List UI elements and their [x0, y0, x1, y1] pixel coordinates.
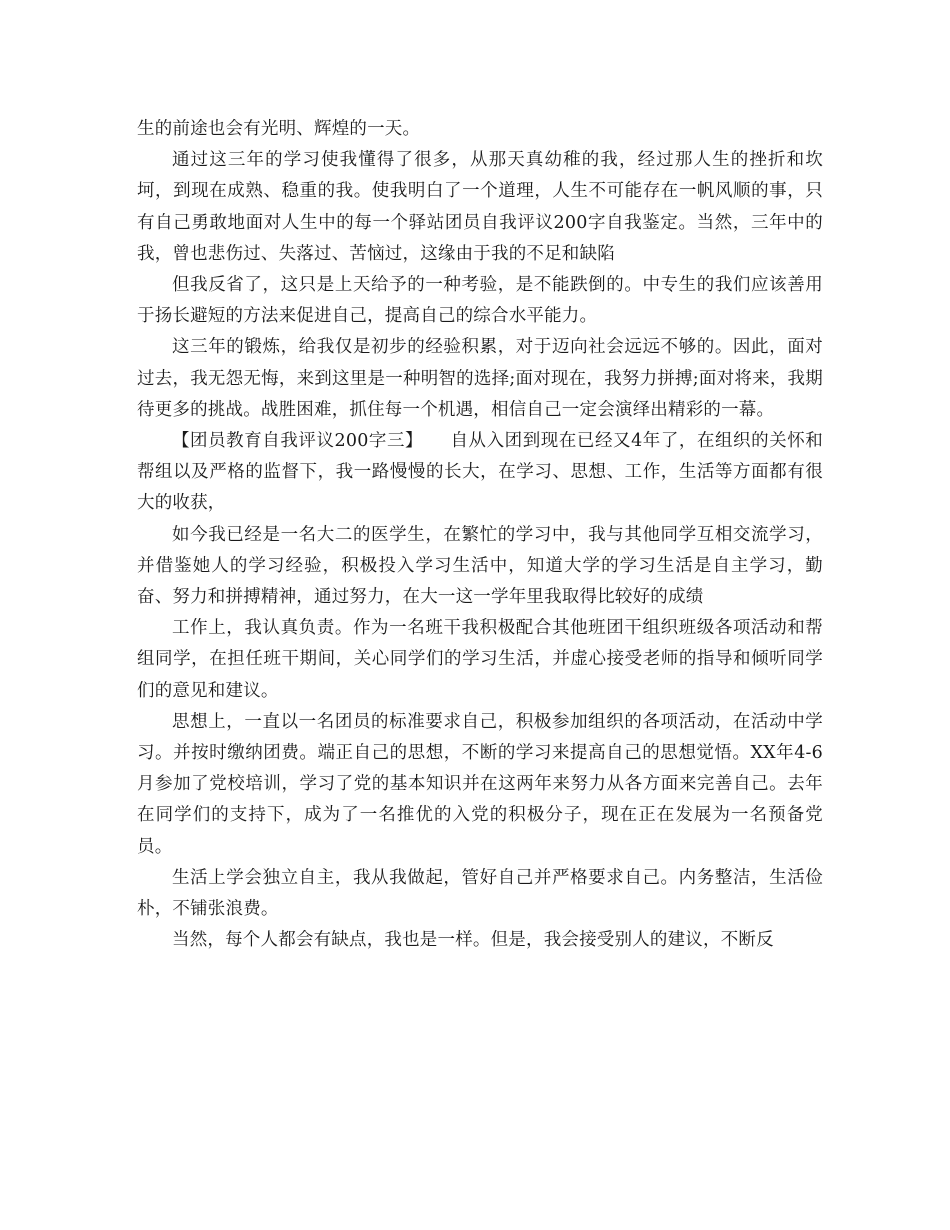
paragraph-with-section-heading	[137, 426, 823, 520]
paragraph: 通过这三年的学习使我懂得了很多，从那天真幼稚的我，经过那人生的挫折和坎坷，到现在成熟、稳重的我。使我明白了一个道理，人生不可能存在一帆风顺的事，只有自己勇敢地面对人生中的每一个驿站团员自我评议200字自我鉴定。当然，三年中的我，曾也悲伤过、失落过、苦恼过，这缘由于我的不足和缺陷	[137, 150, 823, 264]
paragraph-truncated: 当然，每个人都会有缺点，我也是一样。但是，我会接受别人的建议，不断反	[172, 930, 774, 951]
paragraph-continuation: 生的前途也会有光明、辉煌的一天。	[137, 119, 421, 139]
paragraph: 生活上学会独立自主，我从我做起，管好自己并严格要求自己。内务整洁，生活俭朴，不铺张浪费。	[137, 867, 823, 920]
heading-gap	[414, 431, 450, 451]
paragraph: 思想上，一直以一名团员的标准要求自己，积极参加组织的各项活动，在活动中学习。并按时缴纳团费。端正自己的思想，不断的学习来提高自己的思想觉悟。XX年4-6月参加了党校培训，学习了党的基本知识并在这两年来努力从各方面来完善自己。去年在同学们的支持下，成为了一名推优的入党的积极分子，现在正在发展为一名预备党员。	[137, 711, 823, 857]
paragraph: 如今我已经是一名大二的医学生，在繁忙的学习中，我与其他同学互相交流学习，并借鉴她人的学习经验，积极投入学习生活中，知道大学的学习生活是自主学习，勤奋、努力和拼搏精神，通过努力，在大一这一学年里我取得比较好的成绩	[137, 524, 823, 608]
section-heading: 【团员教育自我评议200字三】	[172, 431, 415, 452]
paragraph: 但我反省了，这只是上天给予的一种考验，是不能跌倒的。中专生的我们应该善用于扬长避短的方法来促进自己，提高自己的综合水平能力。	[137, 275, 823, 327]
paragraph-text: 自从入团到现在已经又4年了，在组织的关怀和帮组以及严格的监督下，我一路慢慢的长大，在学习、思想、工作，生活等方面都有很大的收获，	[137, 431, 823, 514]
document-body	[137, 114, 823, 956]
paragraph: 工作上，我认真负责。作为一名班干我积极配合其他班团干组织班级各项活动和帮组同学，在担任班干期间，关心同学们的学习生活，并虚心接受老师的指导和倾听同学们的意见和建议。	[137, 618, 823, 701]
paragraph: 这三年的锻炼，给我仅是初步的经验积累，对于迈向社会远远不够的。因此，面对过去，我无怨无悔，来到这里是一种明智的选择;面对现在，我努力拼搏;面对将来，我期待更多的挑战。战胜困难，抓住每一个机遇，相信自己一定会演绎出精彩的一幕。	[137, 337, 823, 420]
